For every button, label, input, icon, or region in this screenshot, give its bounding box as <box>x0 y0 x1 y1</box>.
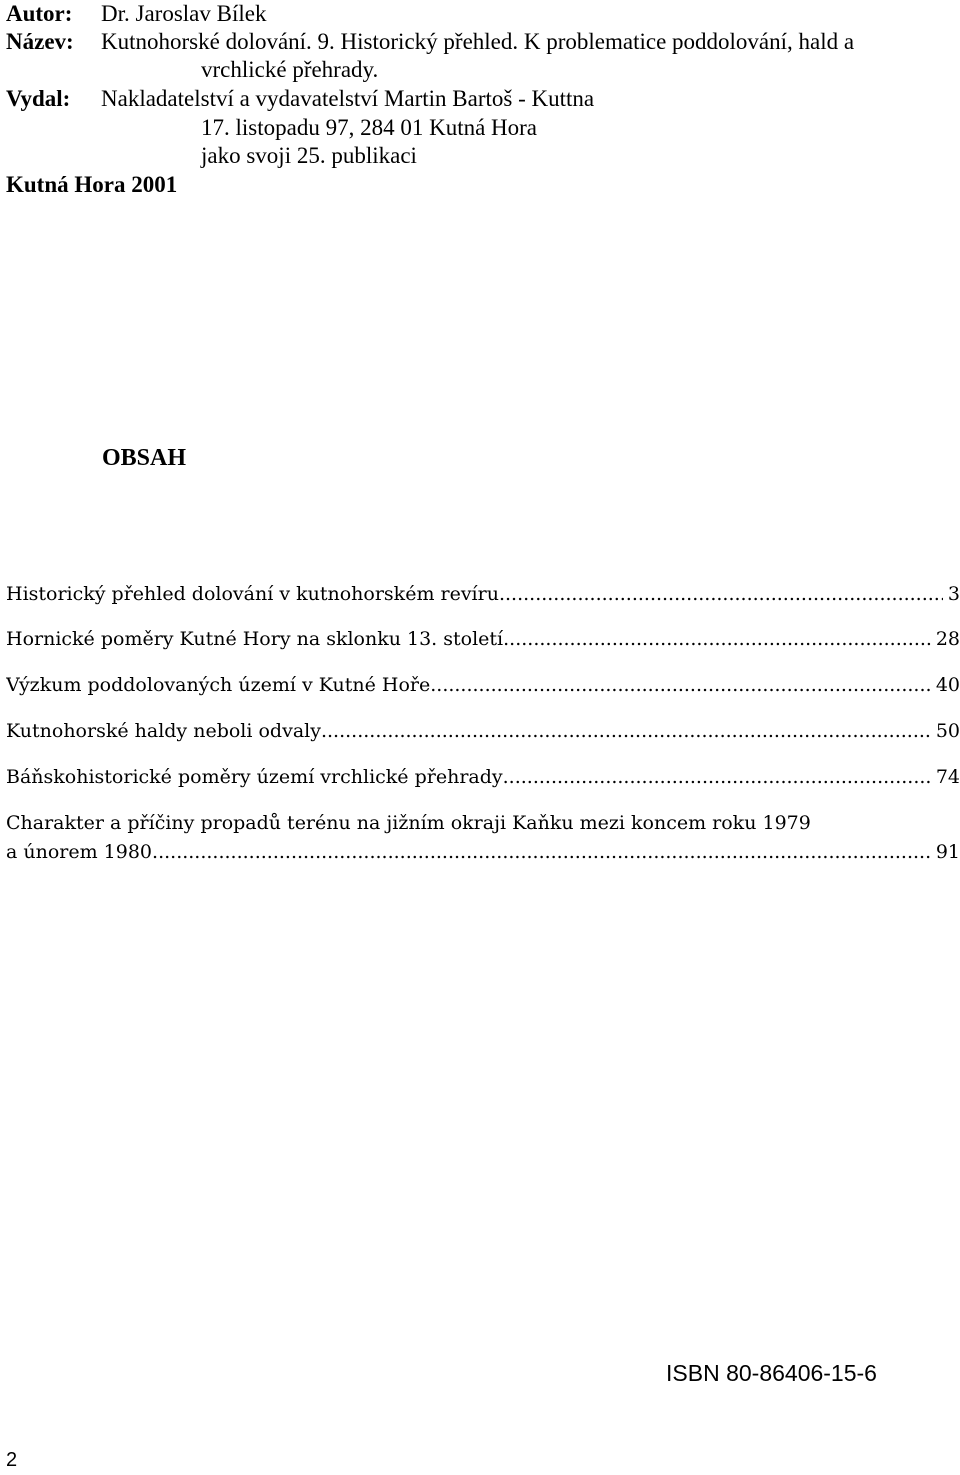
publisher-address: 17. listopadu 97, 284 01 Kutná Hora <box>201 115 538 140</box>
toc-entry-title-line2: a únorem 1980 <box>6 841 153 863</box>
publication-number: jako svoji 25. publikaci <box>201 143 417 168</box>
toc-entry-page: 50 <box>935 720 960 742</box>
place-year: Kutná Hora 2001 <box>6 172 178 197</box>
toc-leader-dots <box>499 580 943 609</box>
toc-leader-dots <box>430 671 931 700</box>
title-row <box>6 28 854 56</box>
page-number: 2 <box>6 1449 18 1471</box>
toc-entry-title: Kutnohorské haldy neboli odvaly <box>6 720 321 742</box>
toc-entry-title: Historický přehled dolování v kutnohorském revíru <box>6 583 499 605</box>
toc-heading: OBSAH <box>102 445 187 471</box>
toc-entry <box>6 763 960 792</box>
author-row <box>6 0 266 28</box>
toc-leader-dots <box>503 763 931 792</box>
toc-leader-dots <box>152 838 931 867</box>
title-value-line2: vrchlické přehrady. <box>201 57 379 82</box>
toc-leader-dots <box>503 625 931 654</box>
toc-entry-title: Báňskohistorické poměry území vrchlické přehrady <box>6 766 503 788</box>
publisher-value-line1: Nakladatelství a vydavatelství Martin Bartoš - Kuttna <box>101 86 595 111</box>
toc-entry-page: 28 <box>935 628 960 650</box>
title-value-line1: Kutnohorské dolování. 9. Historický přehled. K problematice poddolování, hald a <box>101 29 855 54</box>
toc-entry <box>6 580 960 609</box>
toc-entry-title: Hornické poměry Kutné Hory na sklonku 13. století <box>6 628 504 650</box>
toc-entry-page: 3 <box>947 583 960 605</box>
author-label: Autor: <box>6 1 73 26</box>
toc-entry <box>6 717 960 746</box>
publisher-row <box>6 85 594 113</box>
publisher-label: Vydal: <box>6 86 71 111</box>
author-value: Dr. Jaroslav Bílek <box>101 1 267 26</box>
toc-entry <box>6 809 960 867</box>
toc-entry <box>6 671 960 700</box>
toc-leader-dots <box>321 717 931 746</box>
isbn-number: ISBN 80-86406-15-6 <box>666 1360 877 1386</box>
toc-entry-page: 74 <box>935 766 960 788</box>
toc-entry-title: Výzkum poddolovaných území v Kutné Hoře <box>6 674 431 696</box>
toc-entry-page: 91 <box>935 841 960 863</box>
toc-entry-page: 40 <box>935 674 960 696</box>
title-label: Název: <box>6 29 74 54</box>
toc-entry-title-line1: Charakter a příčiny propadů terénu na jižním okraji Kaňku mezi koncem roku 1979 <box>6 812 811 834</box>
toc-entry <box>6 625 960 654</box>
